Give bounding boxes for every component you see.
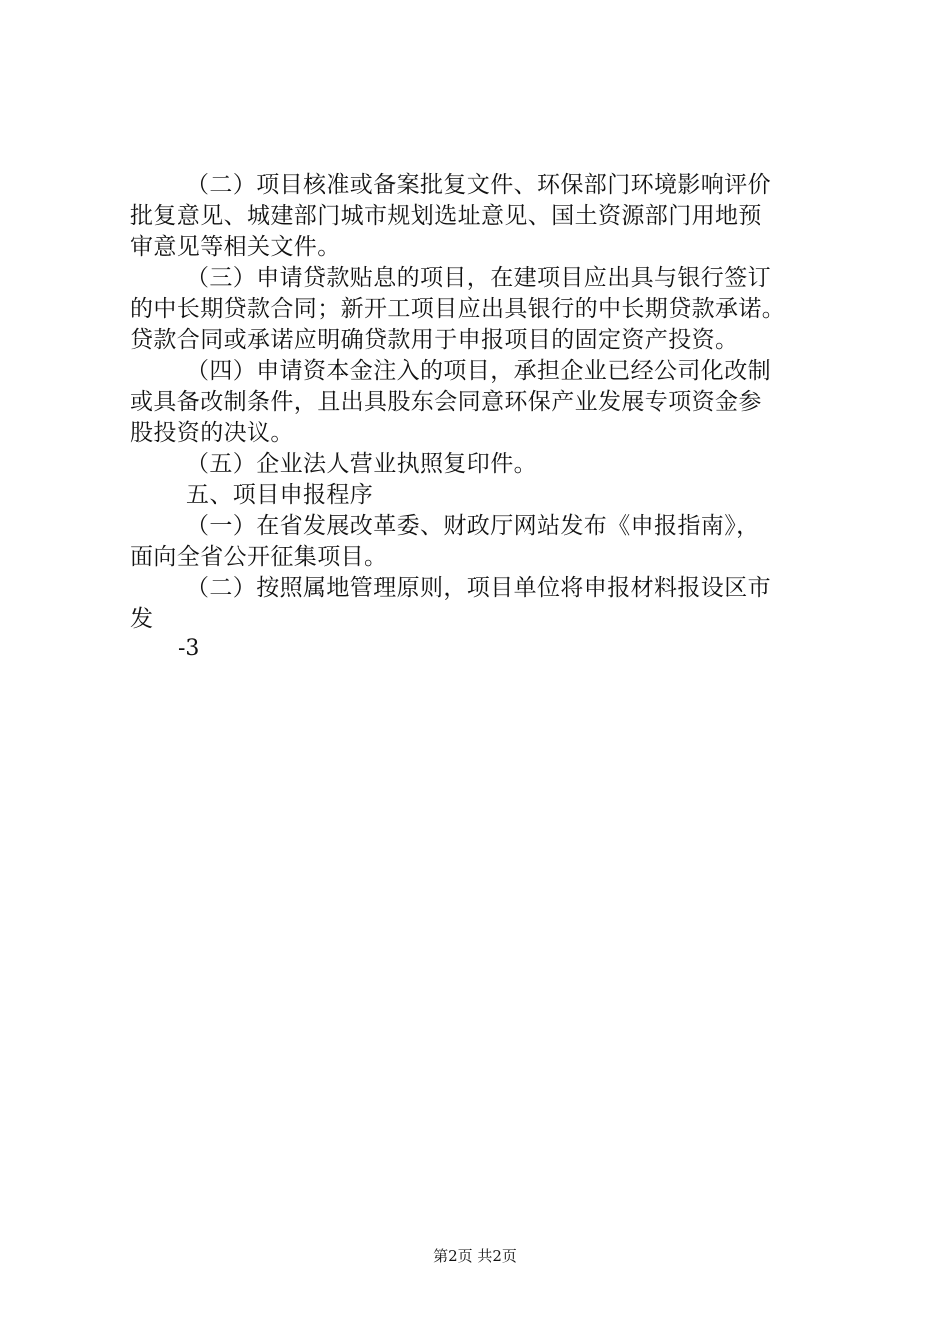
text-line: 或具备改制条件，且出具股东会同意环保产业发展专项资金参 bbox=[130, 389, 762, 415]
text-line: 五、项目申报程序 bbox=[186, 482, 374, 508]
text-line: 贷款合同或承诺应明确贷款用于申报项目的固定资产投资。 bbox=[130, 327, 739, 353]
text-line: 批复意见、城建部门城市规划选址意见、国土资源部门用地预 bbox=[130, 203, 762, 229]
text-line: 审意见等相关文件。 bbox=[130, 234, 341, 260]
paragraph-business-license bbox=[130, 449, 830, 480]
paragraph-territorial-management bbox=[130, 573, 830, 635]
document-body bbox=[130, 170, 830, 635]
text-line: （五）企业法人营业执照复印件。 bbox=[186, 451, 537, 477]
page-footer: 第2页 共2页 bbox=[433, 1247, 517, 1265]
text-line: （三）申请贷款贴息的项目，在建项目应出具与银行签订 bbox=[186, 265, 771, 291]
text-line: （一）在省发展改革委、财政厅网站发布《申报指南》， bbox=[186, 513, 760, 539]
text-line: 面向全省公开征集项目。 bbox=[130, 544, 388, 570]
text-line: （二）按照属地管理原则，项目单位将申报材料报设区市 bbox=[186, 575, 771, 601]
page-marker: -3 bbox=[178, 636, 200, 661]
section-heading bbox=[130, 480, 830, 511]
paragraph-publish-guide bbox=[130, 511, 830, 573]
text-line: 发 bbox=[130, 606, 154, 632]
paragraph-loan-interest bbox=[130, 263, 830, 356]
paragraph-approval-documents bbox=[130, 170, 830, 263]
text-line: （二）项目核准或备案批复文件、环保部门环境影响评价 bbox=[186, 172, 771, 198]
text-line: （四）申请资本金注入的项目，承担企业已经公司化改制 bbox=[186, 358, 771, 384]
text-line: 的中长期贷款合同；新开工项目应出具银行的中长期贷款承诺。 bbox=[130, 296, 786, 322]
text-line: 股投资的决议。 bbox=[130, 420, 294, 446]
paragraph-capital-injection bbox=[130, 356, 830, 449]
